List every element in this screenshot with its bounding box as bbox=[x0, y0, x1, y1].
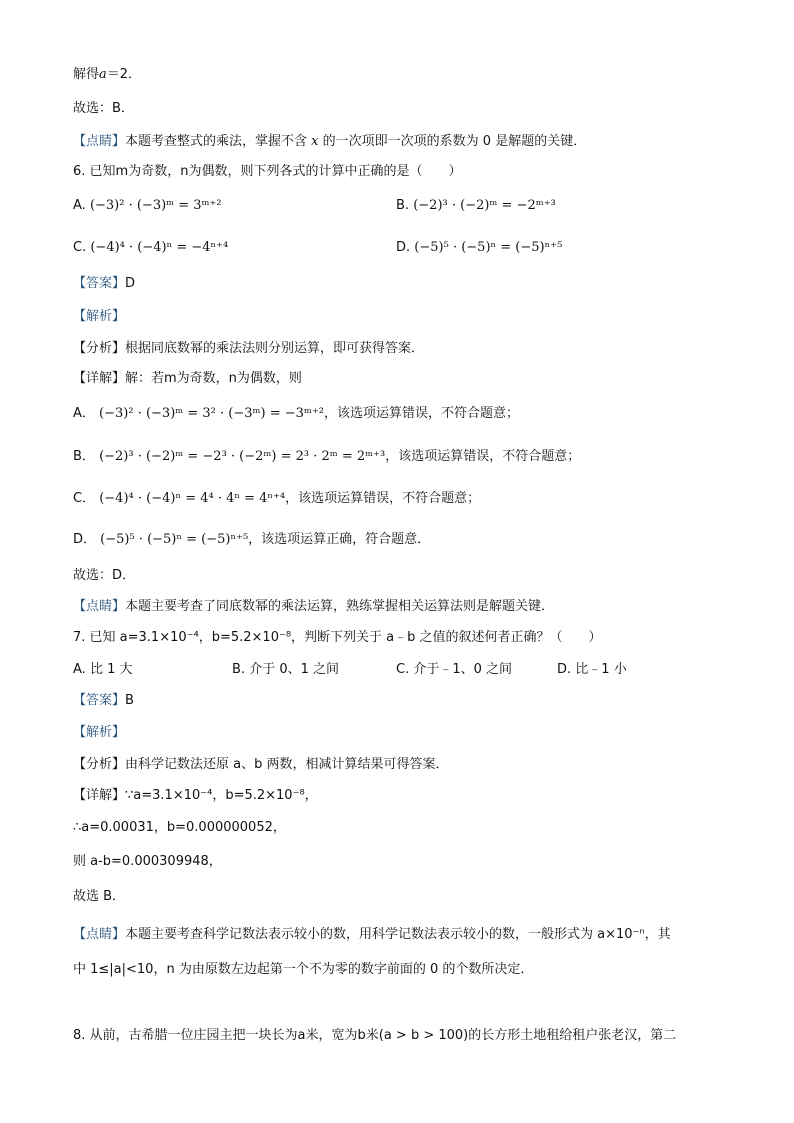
q6-step-c: C． (−4)⁴ · (−4)ⁿ = 4⁴ · 4ⁿ = 4ⁿ⁺⁴，该选项运算错误，不符合题意； bbox=[73, 491, 481, 506]
q7-detail: 【详解】∵a=3.1×10⁻⁴，b=5.2×10⁻⁸， bbox=[73, 788, 318, 803]
q7-answer: 【答案】B bbox=[73, 693, 134, 708]
solution-line: 解得a＝2． bbox=[73, 67, 142, 82]
q6-fenxi: 【分析】根据同底数幂的乘法法则分别运算，即可获得答案． bbox=[73, 341, 425, 356]
q7-option-a: A. 比 1 大 bbox=[73, 662, 133, 677]
q7-comment: 【点睛】本题主要考查科学记数法表示较小的数，用科学记数法表示较小的数，一般形式为 a×10⁻ⁿ，其 bbox=[73, 927, 671, 942]
q6-analysis-tag: 【解析】 bbox=[73, 309, 126, 324]
q6-step-d: D． (−5)⁵ · (−5)ⁿ = (−5)ⁿ⁺⁵，该选项运算正确，符合题意． bbox=[73, 532, 431, 547]
q7-comment-cont: 中 1≤|a|<10，n 为由原数左边起第一个不为零的数字前面的 0 的个数所决定． bbox=[73, 962, 534, 977]
q6-step-a: A． (−3)² · (−3)ᵐ = 3² · (−3ᵐ) = −3ᵐ⁺²，该选项运算错误，不符合题意； bbox=[73, 406, 519, 421]
q7-fenxi: 【分析】由科学记数法还原 a、b 两数，相减计算结果可得答案． bbox=[73, 757, 449, 772]
question-6-stem: 6. 已知m为奇数，n为偶数，则下列各式的计算中正确的是（ ） bbox=[73, 164, 462, 179]
q7-line-2: ∴a=0.00031，b=0.000000052， bbox=[73, 820, 286, 835]
q6-option-a: A. (−3)² · (−3)ᵐ = 3ᵐ⁺² bbox=[73, 198, 222, 213]
q7-option-d: D. 比﹣1 小 bbox=[557, 662, 627, 677]
q6-comment: 【点睛】本题主要考查了同底数幂的乘法运算，熟练掌握相关运算法则是解题关键． bbox=[73, 599, 555, 614]
q6-step-b: B． (−2)³ · (−2)ᵐ = −2³ · (−2ᵐ) = 2³ · 2ᵐ = 2ᵐ⁺³，该选项运算错误，不符合题意； bbox=[73, 449, 581, 464]
q6-detail: 【详解】解：若m为奇数，n为偶数，则 bbox=[73, 371, 302, 386]
comment-line: 【点睛】本题考查整式的乘法，掌握不含 x 的一次项即一次项的系数为 0 是解题的关键． bbox=[73, 134, 587, 149]
q6-option-c: C. (−4)⁴ · (−4)ⁿ = −4ⁿ⁺⁴ bbox=[73, 240, 229, 255]
question-8-stem: 8. 从前，古希腊一位庄园主把一块长为a米，宽为b米(a > b > 100)的长方形土地租给租户张老汉，第二 bbox=[73, 1028, 677, 1043]
q6-choice: 故选：D． bbox=[73, 568, 136, 583]
q7-line-3: 则 a-b=0.000309948， bbox=[73, 854, 222, 869]
q6-option-b: B. (−2)³ · (−2)ᵐ = −2ᵐ⁺³ bbox=[396, 198, 556, 213]
q7-choice: 故选 B． bbox=[73, 889, 126, 904]
q6-answer: 【答案】D bbox=[73, 276, 136, 291]
q7-option-c: C. 介于﹣1、0 之间 bbox=[396, 662, 513, 677]
q7-analysis-tag: 【解析】 bbox=[73, 725, 126, 740]
q7-option-b: B. 介于 0、1 之间 bbox=[232, 662, 340, 677]
question-7-stem: 7. 已知 a=3.1×10⁻⁴，b=5.2×10⁻⁸，判断下列关于 a﹣b 之值的叙述何者正确？（ ） bbox=[73, 630, 602, 645]
choice-line: 故选：B． bbox=[73, 101, 134, 116]
q6-option-d: D. (−5)⁵ · (−5)ⁿ = (−5)ⁿ⁺⁵ bbox=[396, 240, 563, 255]
